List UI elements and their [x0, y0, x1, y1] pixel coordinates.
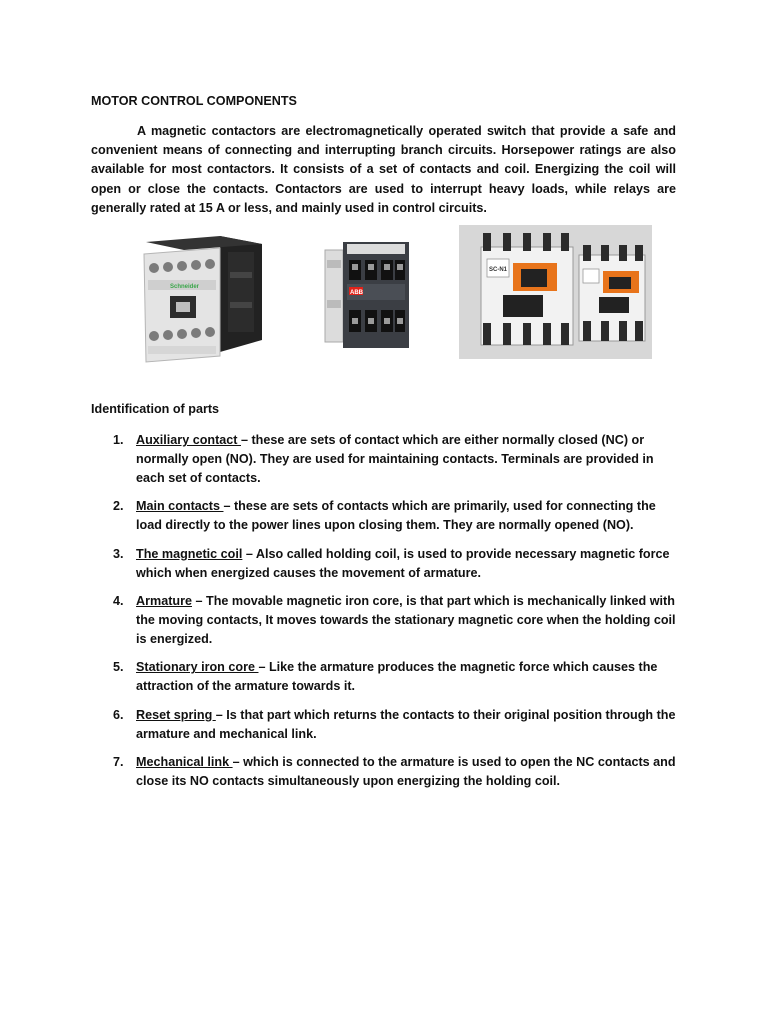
brand-label-fuji: SC-N1	[489, 267, 508, 273]
part-term: Mechanical link	[136, 755, 233, 770]
item-number: 7.	[113, 755, 124, 770]
list-item	[91, 497, 683, 535]
list-item	[91, 431, 683, 488]
list-item	[91, 658, 683, 696]
part-description: – Also called holding coil, is used to provide necessary magnetic force which when energized causes the movement of armature.	[136, 546, 670, 580]
list-item	[91, 706, 683, 744]
list-item	[91, 545, 683, 583]
intro-paragraph	[91, 122, 676, 218]
brand-label-abb: ABB	[350, 290, 363, 296]
section-title: Identification of parts	[91, 402, 220, 416]
intro-text: A magnetic contactors are electromagnetically operated switch that provide a safe and convenient means of connecting and interrupting branch circuits. Horsepower ratings are also available for most contactors. It consists of a set of contacts and coil. Energizing the coil will open or close the contacts. Contactors are used to interrupt heavy loads, while relays are generally rated at 15 A or less, and mainly used in control circuits.	[91, 124, 676, 215]
part-description: – Like the armature produces the magnetic force which causes the attraction of the armature towards it.	[136, 660, 658, 694]
part-description: – which is connected to the armature is used to open the NC contacts and close its NO contacts simultaneously upon energizing the holding coil.	[136, 755, 676, 789]
part-term: Armature	[136, 594, 192, 609]
parts-list	[91, 431, 683, 801]
item-number: 4.	[113, 594, 124, 609]
part-term: Auxiliary contact	[136, 433, 241, 447]
item-number: 3.	[113, 546, 124, 561]
brand-label-schneider: Schneider	[170, 284, 200, 290]
part-term: Main contacts	[136, 499, 224, 514]
part-description: – The movable magnetic iron core, is that part which is mechanically linked with the moving contacts, It moves towards the stationary magnetic core when the holding coil is energized.	[136, 594, 676, 646]
contactor-image-schneider	[124, 232, 274, 364]
contactor-image-fuji	[459, 225, 652, 359]
part-term: The magnetic coil	[136, 546, 243, 561]
contactor-image-abb	[323, 240, 413, 352]
part-description: – these are sets of contact which are either normally closed (NC) or normally open (NO). They are used for maintaining contacts. Terminals are provided in each set of contacts.	[136, 433, 654, 485]
part-term: Reset spring	[136, 707, 216, 722]
document-title: MOTOR CONTROL COMPONENTS	[91, 94, 297, 108]
list-item	[91, 592, 683, 649]
part-description: – these are sets of contacts which are primarily, used for connecting the load directly to the power lines upon closing them. They are normally opened (NO).	[136, 499, 656, 533]
item-number: 6.	[113, 707, 124, 722]
item-number: 1.	[113, 433, 124, 447]
list-item	[91, 753, 683, 791]
part-term: Stationary iron core	[136, 660, 259, 675]
part-description: – Is that part which returns the contacts to their original position through the armature and mechanical link.	[136, 707, 676, 741]
item-number: 2.	[113, 499, 124, 514]
item-number: 5.	[113, 660, 124, 675]
